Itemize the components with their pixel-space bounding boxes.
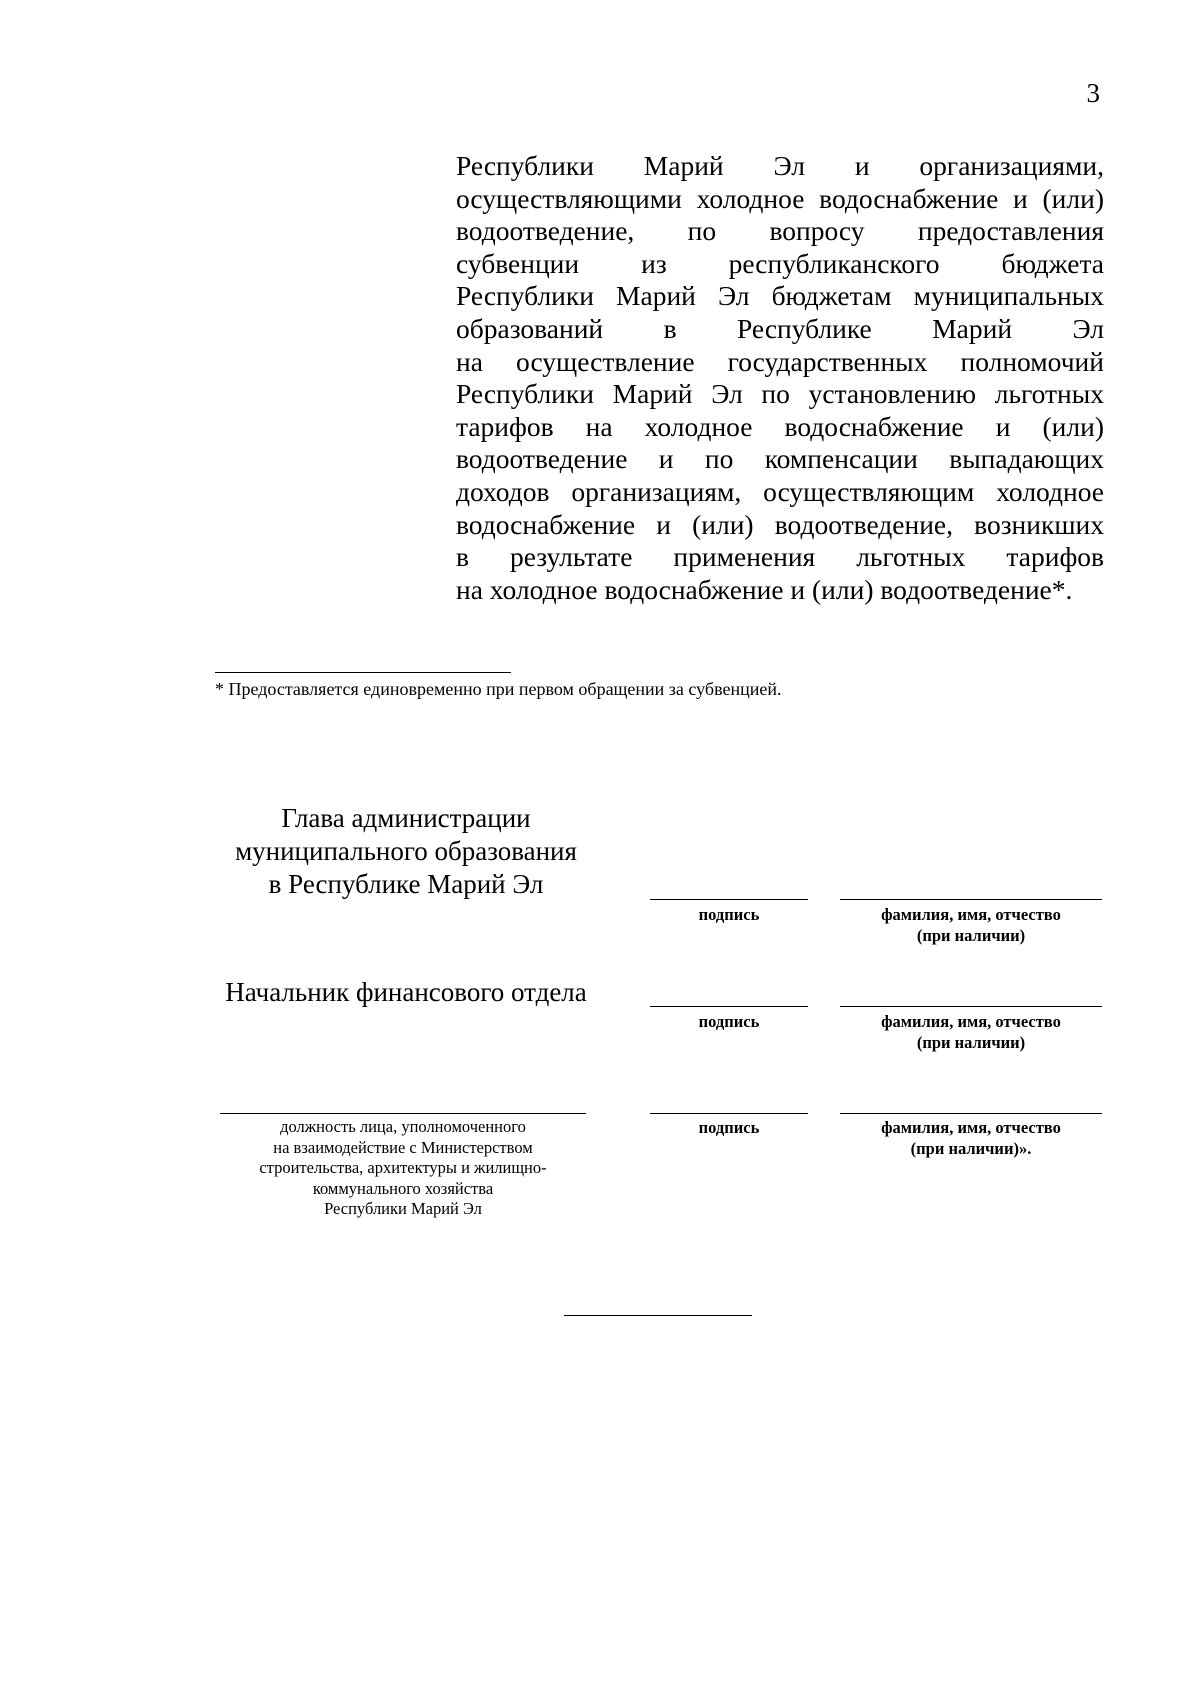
head-title-line: в Республике Марий Эл bbox=[268, 869, 544, 899]
authorized-name-caption-line: фамилия, имя, отчество bbox=[881, 1118, 1061, 1137]
body-line: водоснабжение и (или) водоотведение, возникших bbox=[456, 508, 1104, 540]
body-line: Республики Марий Эл и организациями, bbox=[456, 150, 1104, 181]
footnote: * Предоставляется единовременно при первом обращении за субвенцией. bbox=[215, 679, 782, 699]
body-line: осуществляющими холодное водоснабжение и (или) bbox=[456, 182, 1104, 214]
head-name-caption-line: (при наличии) bbox=[916, 926, 1026, 945]
finance-title bbox=[200, 976, 612, 1009]
head-name-caption bbox=[840, 904, 1102, 946]
finance-name-caption bbox=[840, 1011, 1102, 1053]
head-title-line: муниципального образования bbox=[235, 836, 577, 866]
body-text bbox=[456, 150, 1104, 606]
authorized-role-caption-line: должность лица, уполномоченного bbox=[280, 1117, 526, 1136]
authorized-role-line bbox=[220, 1113, 586, 1114]
body-line: субвенции из республиканского бюджета bbox=[456, 247, 1104, 279]
authorized-name-line bbox=[840, 1113, 1102, 1114]
body-line: на холодное водоснабжение и (или) водоотведение*. bbox=[456, 573, 1073, 605]
authorized-role-caption-line: коммунального хозяйства bbox=[312, 1178, 494, 1198]
finance-signature-caption: подпись bbox=[698, 1012, 760, 1031]
body-line: водоотведение, по вопросу предоставления bbox=[456, 215, 1104, 247]
body-line: образований в Республике Марий Эл bbox=[456, 312, 1104, 344]
authorized-signature-line bbox=[650, 1113, 808, 1114]
authorized-name-caption bbox=[840, 1117, 1102, 1159]
head-title-line: Глава администрации bbox=[281, 803, 531, 833]
authorized-role-caption-line: на взаимодействие с Министерством bbox=[273, 1137, 533, 1157]
authorized-role-caption-line: строительства, архитектуры и жилищно- bbox=[259, 1158, 547, 1177]
body-line: Республики Марий Эл бюджетам муниципальных bbox=[456, 280, 1104, 312]
finance-title-line: Начальник финансового отдела bbox=[225, 977, 587, 1007]
authorized-role-caption-line: Республики Марий Эл bbox=[324, 1199, 482, 1218]
body-line: на осуществление государственных полномочий bbox=[456, 345, 1104, 377]
authorized-role-caption bbox=[220, 1117, 586, 1220]
head-name-line bbox=[840, 899, 1102, 900]
body-line: Республики Марий Эл по установлению льготных bbox=[456, 378, 1104, 410]
head-title bbox=[200, 802, 612, 901]
finance-name-line bbox=[840, 1006, 1102, 1007]
finance-name-caption-line: фамилия, имя, отчество bbox=[881, 1012, 1061, 1031]
end-of-document-rule bbox=[564, 1315, 752, 1316]
footnote-separator bbox=[215, 672, 511, 673]
head-signature-caption: подпись bbox=[698, 905, 760, 924]
head-signature-line bbox=[650, 899, 808, 900]
finance-name-caption-line: (при наличии) bbox=[916, 1033, 1026, 1052]
authorized-signature-caption: подпись bbox=[698, 1118, 760, 1137]
body-line: в результате применения льготных тарифов bbox=[456, 541, 1104, 573]
finance-signature-line bbox=[650, 1006, 808, 1007]
body-line: водоотведение и по компенсации выпадающих bbox=[456, 443, 1104, 475]
page-number: 3 bbox=[1086, 78, 1100, 108]
body-line: доходов организациям, осуществляющим холодное bbox=[456, 475, 1104, 507]
authorized-name-caption-line: (при наличии)». bbox=[910, 1139, 1032, 1158]
head-name-caption-line: фамилия, имя, отчество bbox=[881, 905, 1061, 924]
body-line: тарифов на холодное водоснабжение и (или) bbox=[456, 410, 1104, 442]
